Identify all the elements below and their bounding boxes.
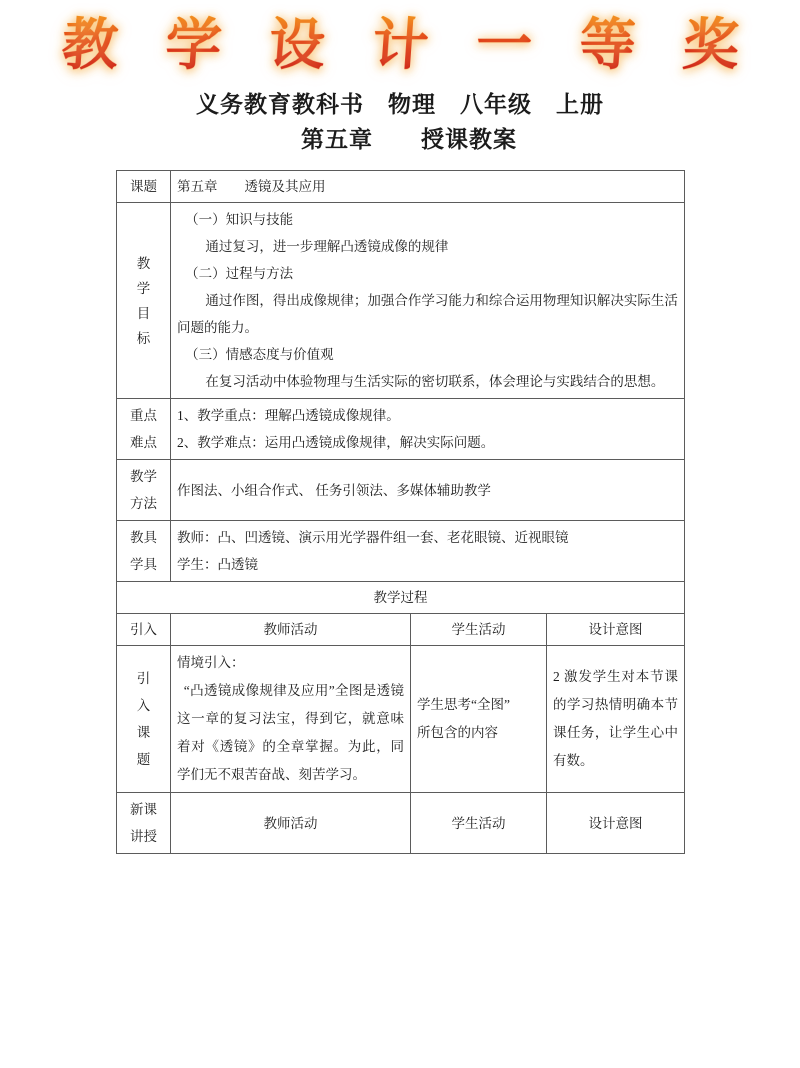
objectives-label-char-1: 学 — [136, 280, 151, 296]
lesson-plan-table-wrap — [116, 170, 684, 854]
chapter-subtitle: 第五章 授课教案 — [301, 127, 517, 152]
intro-teacher-line-1: “凸透镜成像规律及应用”全图是透镜这一章的复习法宝，得到它，就意味着对《透镜》的全章掌握。为此，同学们无不艰苦奋战、刻苦学习。 — [177, 683, 404, 782]
objectives-content — [171, 203, 685, 399]
new-lesson-stage-line-0: 新课 — [130, 802, 157, 817]
tools-label-line-0: 教具 — [130, 530, 157, 545]
table-row-new-lesson — [117, 793, 685, 854]
topic-value: 第五章 透镜及其应用 — [171, 171, 685, 203]
textbook-subtitle: 义务教育教科书 物理 八年级 上册 — [196, 92, 604, 117]
objective-text-1: 通过复习，进一步理解凸透镜成像的规律 — [205, 239, 449, 254]
new-lesson-stage-line-1: 讲授 — [130, 829, 157, 844]
objective-text-2: 通过作图，得出成像规律；加强合作学习能力和综合运用物理知识解决实际生活问题的能力。 — [177, 293, 678, 335]
key-points-content — [171, 399, 685, 460]
award-title: 教 学 设 计 一 等 奖 — [45, 8, 755, 82]
key-points-label — [117, 399, 171, 460]
objectives-label-char-0: 教 — [136, 255, 151, 271]
objective-heading-1: （一）知识与技能 — [185, 212, 294, 227]
objective-text-3: 在复习活动中体验物理与生活实际的密切联系，体会理论与实践结合的思想。 — [205, 374, 665, 389]
award-title-container — [0, 0, 800, 82]
intro-stage-char-3: 题 — [136, 752, 151, 767]
objective-heading-2: （二）过程与方法 — [185, 266, 294, 281]
tools-label-line-1: 学具 — [130, 557, 157, 572]
topic-label: 课题 — [117, 171, 171, 203]
intro-design-intent — [547, 646, 685, 793]
table-row-objectives — [117, 203, 685, 399]
intro-stage-label — [117, 646, 171, 793]
table-row-process-headers — [117, 614, 685, 646]
intro-student-line-1: 所包含的内容 — [417, 725, 498, 740]
intro-student-activity — [411, 646, 547, 793]
key-points-label-line-0: 重点 — [130, 408, 157, 423]
new-lesson-stage-label — [117, 793, 171, 854]
objective-heading-3: （三）情感态度与价值观 — [185, 347, 334, 362]
objectives-label-char-3: 标 — [136, 330, 151, 346]
intro-stage-char-2: 课 — [136, 725, 151, 740]
key-point-line-1: 2、教学难点：运用凸透镜成像规律，解决实际问题。 — [177, 435, 495, 450]
intro-intent-line-0: 2 激发学生对本节课的学习热情明确本节课任务，让学生心中有数。 — [553, 669, 679, 768]
tools-line-0: 教师：凸、凹透镜、演示用光学器件组一套、老花眼镜、近视眼镜 — [177, 530, 569, 545]
new-lesson-teacher-activity: 教师活动 — [171, 793, 411, 854]
intro-teacher-line-0: 情境引入： — [177, 655, 245, 670]
lesson-plan-table — [116, 170, 685, 854]
table-row-process-banner — [117, 582, 685, 614]
objectives-label-char-2: 目 — [136, 305, 151, 321]
objectives-label — [117, 203, 171, 399]
methods-value: 作图法、小组合作式、 任务引领法、多媒体辅助教学 — [177, 482, 491, 498]
header-design-intent: 设计意图 — [547, 614, 685, 646]
new-lesson-design-intent: 设计意图 — [547, 793, 685, 854]
tools-label — [117, 521, 171, 582]
intro-teacher-activity — [171, 646, 411, 793]
methods-content — [171, 460, 685, 521]
table-row-tools — [117, 521, 685, 582]
tools-content — [171, 521, 685, 582]
header-teacher-activity: 教师活动 — [171, 614, 411, 646]
header-stage: 引入 — [117, 614, 171, 646]
key-point-line-0: 1、教学重点：理解凸透镜成像规律。 — [177, 408, 400, 423]
methods-label-line-1: 方法 — [130, 496, 157, 511]
process-banner: 教学过程 — [117, 582, 685, 614]
intro-stage-char-0: 引 — [136, 671, 151, 686]
table-row-methods — [117, 460, 685, 521]
tools-line-1: 学生：凸透镜 — [177, 557, 258, 572]
intro-stage-char-1: 入 — [136, 698, 151, 713]
table-row-topic — [117, 171, 685, 203]
table-row-key-points — [117, 399, 685, 460]
intro-student-line-0: 学生思考“全图” — [417, 697, 510, 712]
new-lesson-student-activity: 学生活动 — [411, 793, 547, 854]
table-row-intro — [117, 646, 685, 793]
methods-label — [117, 460, 171, 521]
methods-label-line-0: 教学 — [130, 469, 157, 484]
header-student-activity: 学生活动 — [411, 614, 547, 646]
subtitle-block — [0, 88, 800, 158]
key-points-label-line-1: 难点 — [130, 435, 157, 450]
